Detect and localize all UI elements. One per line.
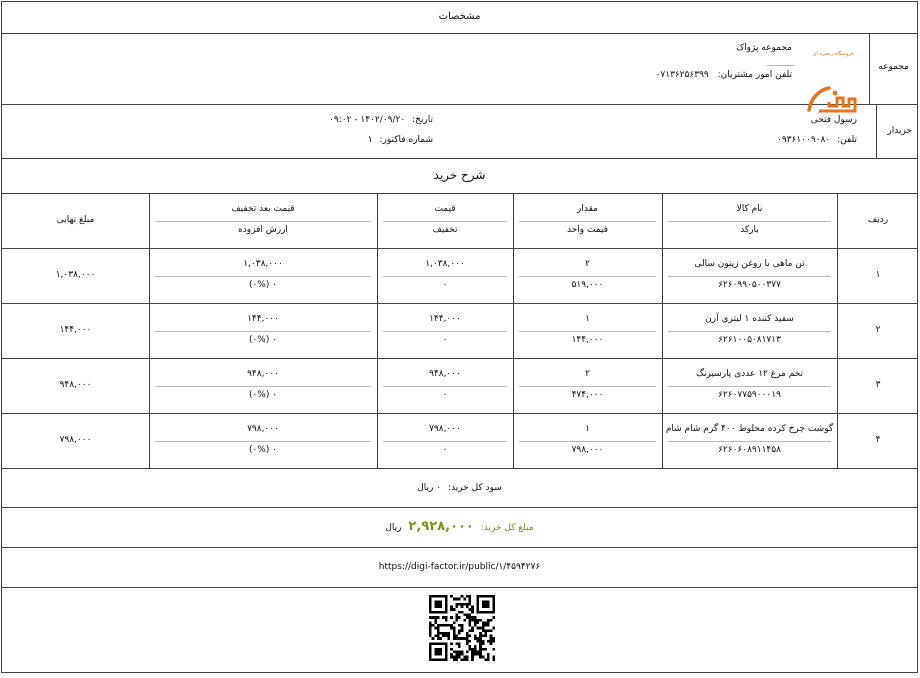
cell-final-amount: ۱۴۴,۰۰۰ bbox=[59, 325, 92, 335]
cell-barcode: ۶۲۶۰۹۹۰۵۰۰۳۷۷ bbox=[718, 280, 781, 290]
cell-price: ۷۹۸,۰۰۰ bbox=[429, 424, 461, 434]
invoice-date-line: تاریخ: ۱۴۰۲/۰۹/۲۰ - ۰۹:۰۲ bbox=[329, 115, 433, 125]
cell-unit-price: ۵۱۹,۰۰۰ bbox=[571, 280, 604, 290]
seller-phone-line bbox=[656, 70, 792, 80]
cell-after-discount: ۱۴۴,۰۰۰ bbox=[247, 314, 279, 324]
seller-row bbox=[2, 34, 917, 105]
buyer-name: رسول فتحی bbox=[810, 115, 857, 125]
cell-after-discount: ۱,۰۳۸,۰۰۰ bbox=[243, 259, 283, 269]
buyer-row bbox=[2, 105, 917, 159]
profit-line: سود کل خرید: ۰ ریال bbox=[417, 483, 502, 493]
cell-product-name: تن ماهی با روغن زیتون سالی bbox=[694, 259, 805, 269]
cell-vat: ۰ (۰%) bbox=[248, 335, 278, 345]
buyer-phone: ۰۹۳۶۱۰۰۹۰۸۰ bbox=[777, 135, 831, 145]
cell-product-name: سفید کننده ۱ لیتری آرن bbox=[705, 314, 794, 324]
profit-row bbox=[2, 470, 917, 508]
profit-value: ۰ ریال bbox=[417, 483, 442, 493]
qr-code-icon bbox=[429, 595, 495, 661]
cell-quantity: ۱ bbox=[585, 424, 590, 434]
cell-discount: ۰ bbox=[442, 280, 448, 290]
cell-quantity: ۲ bbox=[585, 369, 590, 379]
invoice-date: ۱۴۰۲/۰۹/۲۰ - ۰۹:۰۲ bbox=[329, 115, 406, 125]
cell-after-discount: ۷۹۸,۰۰۰ bbox=[247, 424, 279, 434]
cell-barcode: ۶۲۶۰۶۰۸۹۱۱۴۵۸ bbox=[718, 445, 781, 455]
url-row bbox=[2, 548, 917, 588]
cell-product-name: تخم مرغ ۱۲ عددی پارسیرنگ bbox=[695, 369, 804, 379]
cell-price: ۱,۰۳۸,۰۰۰ bbox=[425, 259, 465, 269]
page-title: مشخصات bbox=[438, 11, 481, 22]
section-title: شرح خرید bbox=[433, 168, 486, 182]
total-row bbox=[2, 508, 917, 548]
cell-quantity: ۲ bbox=[585, 259, 590, 269]
cell-vat: ۰ (۰%) bbox=[248, 445, 278, 455]
cell-unit-price: ۴۷۴,۰۰۰ bbox=[571, 390, 604, 400]
cell-barcode: ۶۲۶۱۰۰۵۰۸۱۷۱۳ bbox=[718, 335, 781, 345]
header-row bbox=[2, 2, 917, 34]
total-value: ۲,۹۲۸,۰۰۰ bbox=[408, 519, 474, 534]
cell-row-number: ۱ bbox=[875, 270, 881, 280]
header-vat: ارزش افزوده bbox=[238, 225, 288, 235]
invoice-document bbox=[1, 1, 918, 673]
logo-subtitle: فروشگاه زنجیره ای bbox=[812, 51, 854, 57]
cell-final-amount: ۷۹۸,۰۰۰ bbox=[59, 435, 92, 445]
cell-quantity: ۱ bbox=[585, 314, 590, 324]
total-line: مبلغ کل خرید: ۲,۹۲۸,۰۰۰ ریال bbox=[385, 519, 534, 534]
buyer-label: خریدار bbox=[887, 126, 912, 136]
header-after-discount: قیمت بعد تخفیف bbox=[231, 204, 295, 214]
seller-label: مجموعه bbox=[878, 62, 909, 72]
cell-vat: ۰ (۰%) bbox=[248, 390, 278, 400]
cell-final-amount: ۹۴۸,۰۰۰ bbox=[59, 380, 92, 390]
cell-discount: ۰ bbox=[442, 445, 448, 455]
seller-name: مجموعه پژواک bbox=[736, 43, 792, 53]
cell-price: ۱۴۴,۰۰۰ bbox=[429, 314, 461, 324]
cell-price: ۹۴۸,۰۰۰ bbox=[429, 369, 461, 379]
header-final-amount: مبلغ نهایی bbox=[56, 215, 95, 225]
cell-unit-price: ۷۹۸,۰۰۰ bbox=[571, 445, 604, 455]
cell-discount: ۰ bbox=[442, 335, 448, 345]
cell-row-number: ۴ bbox=[875, 435, 881, 445]
buyer-phone-line: تلفن: ۰۹۳۶۱۰۰۹۰۸۰ bbox=[777, 135, 857, 145]
header-row-number: ردیف bbox=[867, 215, 889, 225]
section-title-row bbox=[2, 159, 917, 194]
header-price: قیمت bbox=[434, 204, 456, 214]
cell-row-number: ۳ bbox=[875, 380, 881, 390]
table-row bbox=[2, 414, 917, 469]
cell-barcode: ۶۲۶۰۷۷۵۹۰۰۰۱۹ bbox=[718, 390, 781, 400]
table-row bbox=[2, 249, 917, 304]
cell-product-name: گوشت چرخ کرده مخلوط ۴۰۰ گرم شام شام bbox=[665, 424, 834, 434]
cell-unit-price: ۱۴۴,۰۰۰ bbox=[571, 335, 604, 345]
cell-final-amount: ۱,۰۳۸,۰۰۰ bbox=[55, 270, 96, 280]
invoice-number-line: شماره فاکتور: ۱ bbox=[367, 135, 433, 145]
header-product-name: نام کالا bbox=[736, 204, 763, 214]
invoice-number: ۱ bbox=[367, 135, 373, 145]
cell-discount: ۰ bbox=[442, 390, 448, 400]
public-url[interactable]: https://digi-factor.ir/public/۱/۴۵۹۴۲۷۶ bbox=[378, 562, 541, 572]
header-quantity: مقدار bbox=[577, 204, 598, 214]
header-unit-price: قیمت واحد bbox=[566, 225, 609, 235]
cell-after-discount: ۹۴۸,۰۰۰ bbox=[247, 369, 279, 379]
cell-vat: ۰ (۰%) bbox=[248, 280, 278, 290]
table-header bbox=[2, 194, 917, 249]
table-row bbox=[2, 304, 917, 359]
table-row bbox=[2, 359, 917, 414]
cell-row-number: ۲ bbox=[875, 325, 881, 335]
seller-phone: ۰۷۱۳۶۲۵۶۳۹۹ bbox=[655, 70, 709, 80]
header-barcode: بارکد bbox=[740, 225, 759, 235]
header-discount: تخفیف bbox=[432, 225, 458, 235]
seller-phone-label: تلفن امور مشتریان: bbox=[717, 70, 792, 80]
